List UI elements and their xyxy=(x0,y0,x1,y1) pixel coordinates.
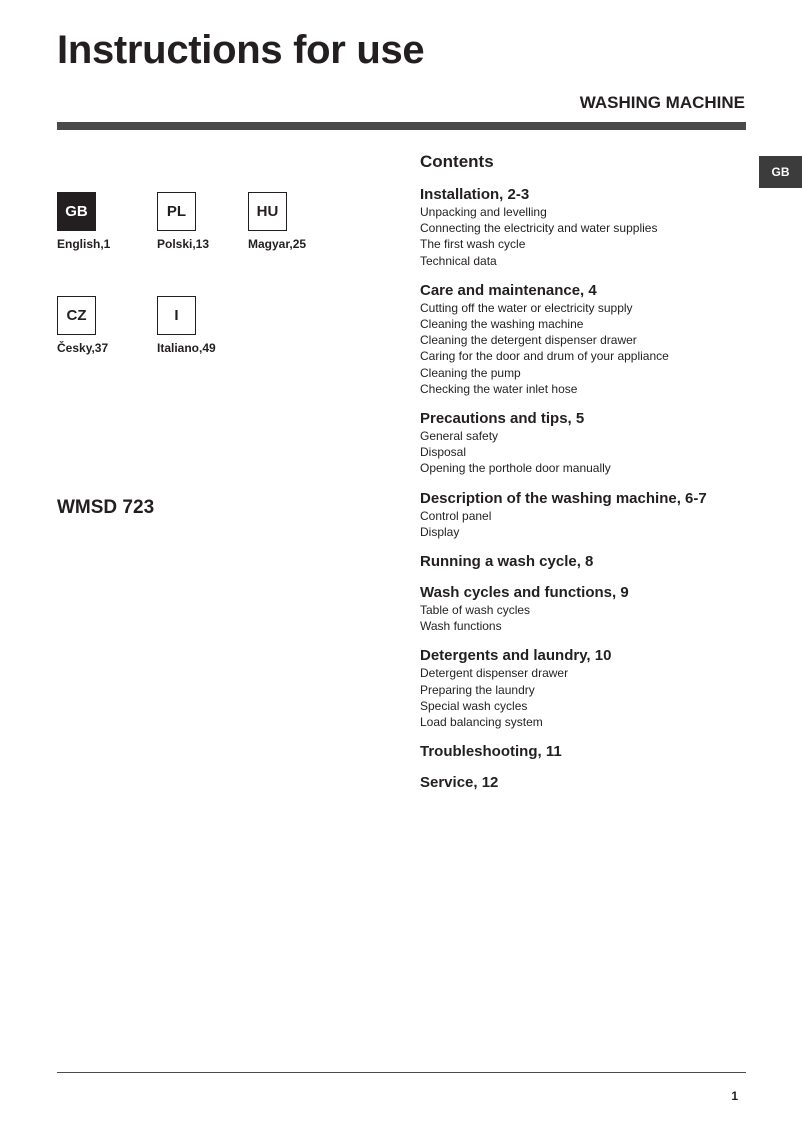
toc-item[interactable]: Display xyxy=(420,524,460,539)
toc-section-title[interactable]: Care and maintenance, 4 xyxy=(420,281,597,299)
toc-item[interactable]: Technical data xyxy=(420,253,497,268)
toc-item[interactable]: Cleaning the detergent dispenser drawer xyxy=(420,333,637,348)
toc-section-title[interactable]: Troubleshooting, 11 xyxy=(420,743,562,761)
toc-item[interactable]: Control panel xyxy=(420,508,492,523)
language-hu[interactable] xyxy=(248,192,306,251)
toc-item[interactable]: General safety xyxy=(420,429,499,444)
toc-section-title[interactable]: Precautions and tips, 5 xyxy=(420,410,585,428)
language-it[interactable] xyxy=(157,296,216,355)
language-label: Magyar,25 xyxy=(248,237,307,251)
toc-section-wash-cycles xyxy=(420,584,760,634)
table-of-contents xyxy=(420,151,760,805)
toc-section-title[interactable]: Running a wash cycle, 8 xyxy=(420,553,594,571)
toc-section-running xyxy=(420,553,760,571)
language-code-badge: GB xyxy=(57,192,96,231)
toc-item[interactable]: The first wash cycle xyxy=(420,237,526,252)
toc-item[interactable]: Cleaning the pump xyxy=(420,365,521,380)
page-number: 1 xyxy=(731,1089,738,1103)
contents-heading: Contents xyxy=(420,152,494,171)
toc-section-title[interactable]: Description of the washing machine, 6-7 xyxy=(420,489,707,507)
header-divider xyxy=(57,122,746,130)
toc-section-precautions xyxy=(420,410,760,477)
toc-item[interactable]: Unpacking and levelling xyxy=(420,205,547,219)
page-title: Instructions for use xyxy=(57,28,425,72)
language-label: Česky,37 xyxy=(57,341,109,355)
toc-item[interactable]: Detergent dispenser drawer xyxy=(420,666,569,681)
toc-item[interactable]: Checking the water inlet hose xyxy=(420,381,578,396)
language-code-badge: HU xyxy=(248,192,287,231)
toc-section-title[interactable]: Service, 12 xyxy=(420,774,499,792)
toc-item[interactable]: Special wash cycles xyxy=(420,698,528,713)
toc-section-service xyxy=(420,774,760,792)
toc-section-title[interactable]: Installation, 2-3 xyxy=(420,186,530,203)
toc-item[interactable]: Cleaning the washing machine xyxy=(420,317,584,332)
toc-item[interactable]: Load balancing system xyxy=(420,715,543,730)
footer-divider xyxy=(57,1072,746,1073)
toc-item[interactable]: Wash functions xyxy=(420,619,502,634)
language-side-tab: GB xyxy=(759,156,802,188)
language-label: Italiano,49 xyxy=(157,341,216,355)
toc-section-care xyxy=(420,282,760,397)
toc-section-installation xyxy=(420,186,760,269)
toc-item[interactable]: Cutting off the water or electricity supply xyxy=(420,300,633,315)
toc-item[interactable]: Caring for the door and drum of your appliance xyxy=(420,349,669,364)
language-code-badge: CZ xyxy=(57,296,96,335)
toc-section-detergents xyxy=(420,647,760,730)
language-label: English,1 xyxy=(57,237,111,251)
toc-item[interactable]: Table of wash cycles xyxy=(420,603,531,618)
toc-item[interactable]: Connecting the electricity and water supplies xyxy=(420,221,658,236)
toc-item[interactable]: Disposal xyxy=(420,445,467,460)
toc-item[interactable]: Preparing the laundry xyxy=(420,682,535,697)
language-cz[interactable] xyxy=(57,296,108,355)
language-pl[interactable] xyxy=(157,192,209,251)
language-gb[interactable] xyxy=(57,192,110,251)
model-number: WMSD 723 xyxy=(57,497,155,518)
toc-section-description xyxy=(420,490,760,540)
product-subtitle: WASHING MACHINE xyxy=(579,93,745,112)
toc-item[interactable]: Opening the porthole door manually xyxy=(420,461,611,476)
toc-section-title[interactable]: Detergents and laundry, 10 xyxy=(420,647,612,665)
language-code-badge: PL xyxy=(157,192,196,231)
language-label: Polski,13 xyxy=(157,237,210,251)
toc-section-title[interactable]: Wash cycles and functions, 9 xyxy=(420,584,629,602)
language-code-badge: I xyxy=(157,296,196,335)
toc-section-troubleshooting xyxy=(420,743,760,761)
